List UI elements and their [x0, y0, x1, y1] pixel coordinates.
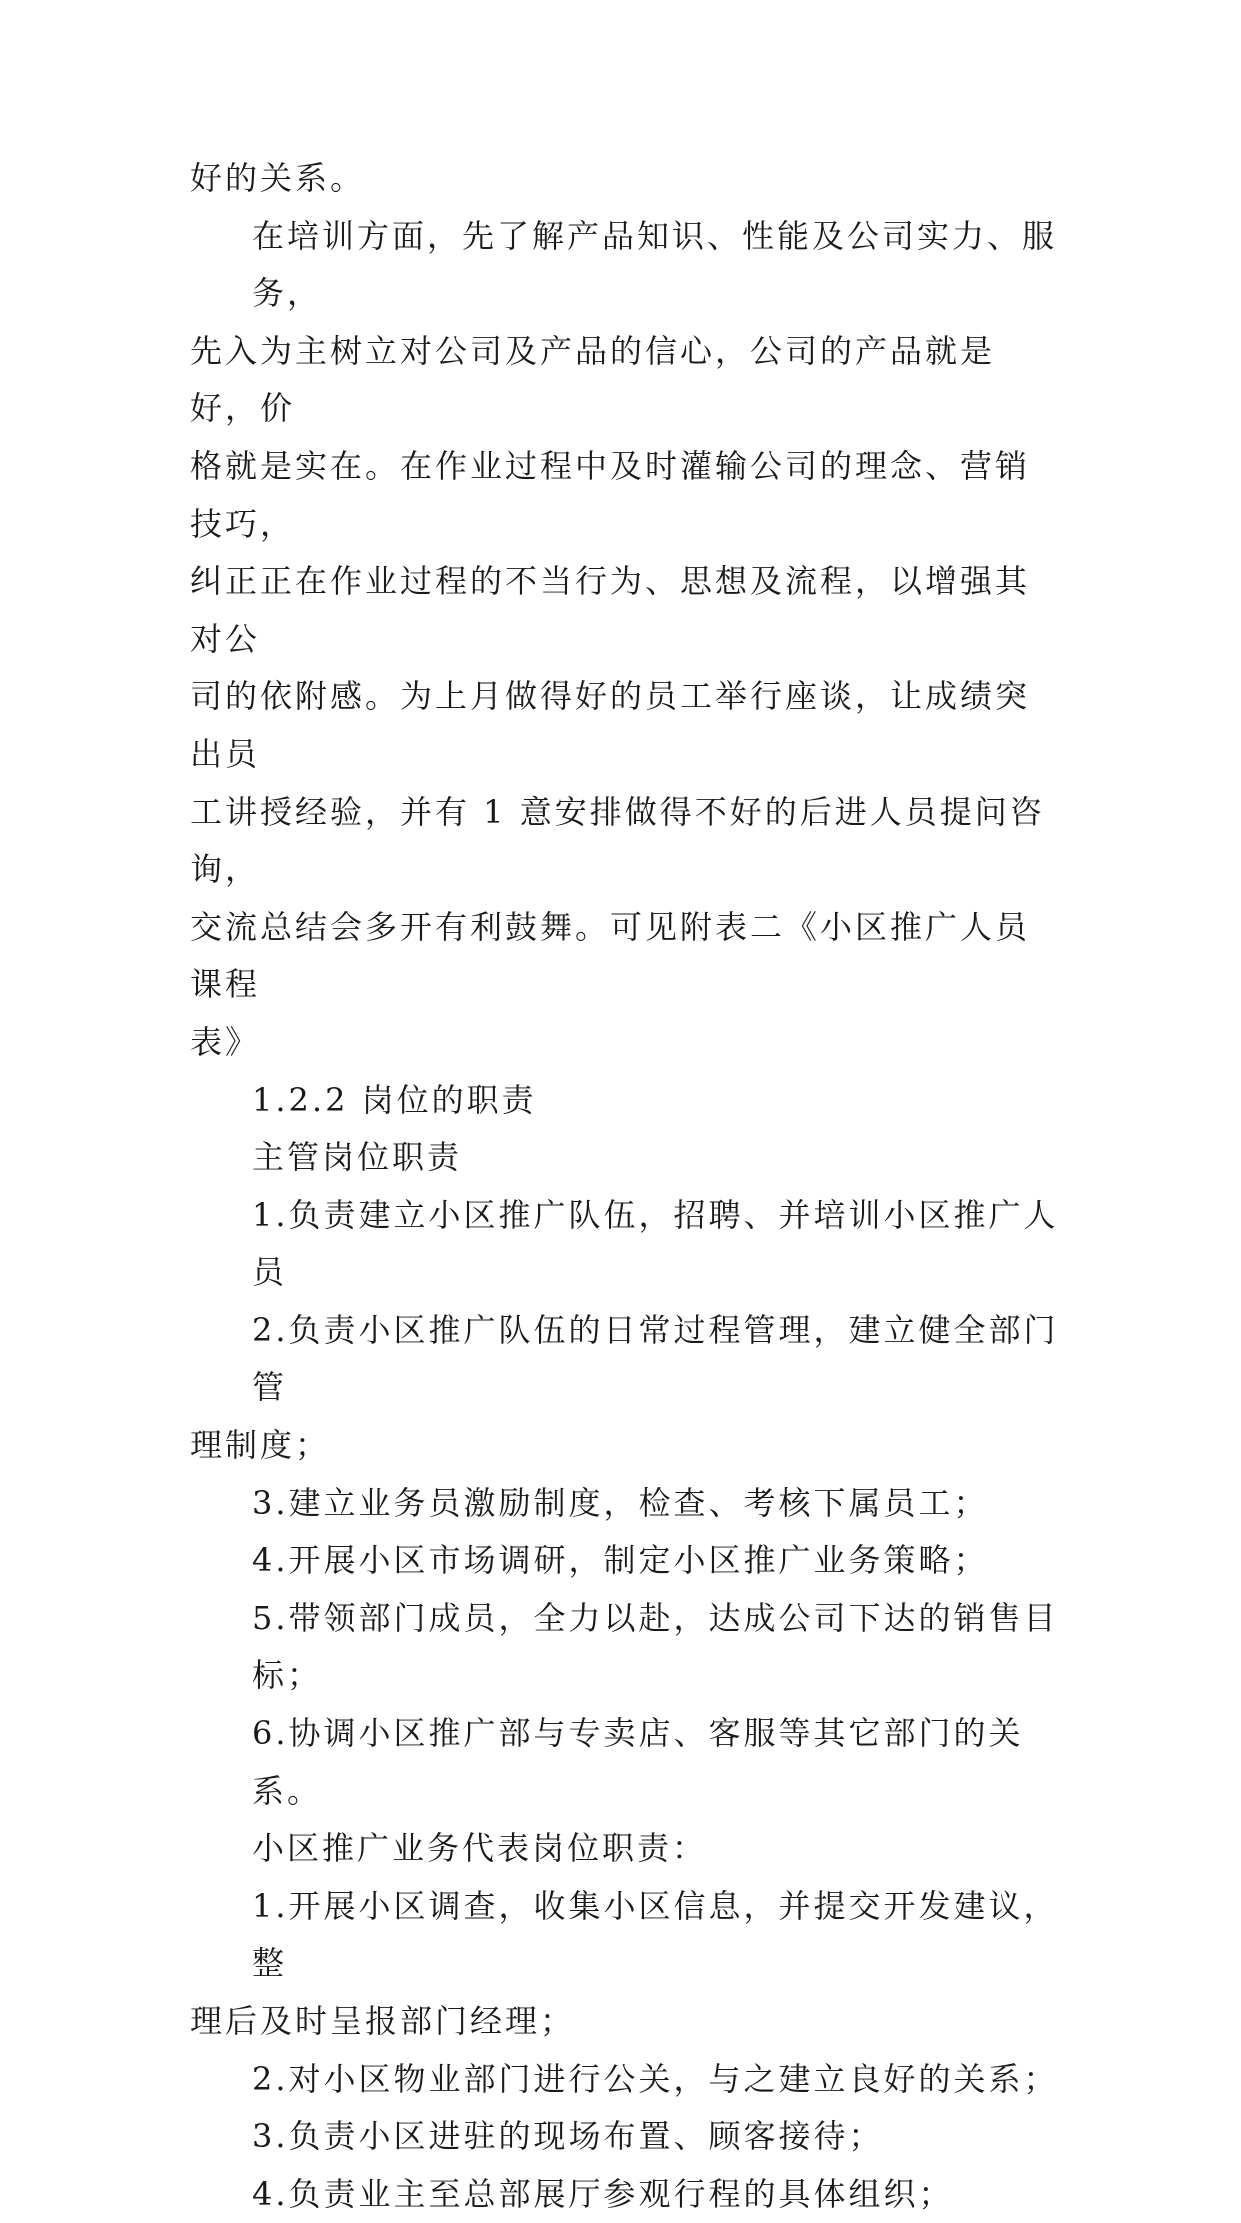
duty-item: 4.开展小区市场调研，制定小区推广业务策略；: [252, 1541, 989, 1580]
training-paragraph-line: 格就是实在。在作业过程中及时灌输公司的理念、营销技巧，: [190, 446, 1031, 543]
duty-item-line: 1.开展小区调查，收集小区信息，并提交开发建议，整: [252, 1886, 1059, 1983]
section-heading: 1.2.2 岗位的职责: [252, 1080, 537, 1119]
duty-item-line: 2.负责小区推广队伍的日常过程管理，建立健全部门管: [252, 1310, 1059, 1407]
training-paragraph-line: 司的依附感。为上月做得好的员工举行座谈，让成绩突出员: [190, 677, 1031, 773]
training-paragraph-line: 先入为主树立对公司及产品的信心，公司的产品就是好，价: [190, 331, 996, 428]
training-paragraph-line: 在培训方面，先了解产品知识、性能及公司实力、服务，: [252, 216, 1058, 313]
duty-item: 1.负责建立小区推广队伍，招聘、并培训小区推广人员: [252, 1195, 1059, 1292]
continuation-line: 好的关系。: [190, 159, 366, 197]
duty-item: 5.带领部门成员，全力以赴，达成公司下达的销售目标；: [252, 1598, 1059, 1695]
duty-item: 3.建立业务员激励制度，检查、考核下属员工；: [252, 1483, 989, 1522]
subsection-heading: 主管岗位职责: [252, 1138, 463, 1177]
duty-item-line: 理后及时呈报部门经理；: [190, 2002, 576, 2040]
duty-item: 3.负责小区进驻的现场布置、顾客接待；: [252, 2117, 884, 2156]
training-paragraph-line: 纠正正在作业过程的不当行为、思想及流程，以增强其对公: [190, 562, 1031, 658]
training-paragraph-line: 表》: [190, 1022, 261, 1061]
training-paragraph-line: 交流总结会多开有利鼓舞。可见附表二《小区推广人员课程: [190, 907, 1031, 1004]
duty-item: 4.负责业主至总部展厅参观行程的具体组织；: [252, 2174, 954, 2213]
duty-item: 6.协调小区推广部与专卖店、客服等其它部门的关系。: [252, 1714, 1024, 1810]
document-body: [190, 150, 1062, 2223]
subsection-heading: 小区推广业务代表岗位职责：: [252, 1829, 708, 1868]
duty-item: 2.对小区物业部门进行公关，与之建立良好的关系；: [252, 2059, 1059, 2098]
duty-item-line: 理制度；: [190, 1426, 331, 1465]
training-paragraph-line: 工讲授经验，并有 1 意安排做得不好的后进人员提问咨询，: [190, 792, 1045, 889]
